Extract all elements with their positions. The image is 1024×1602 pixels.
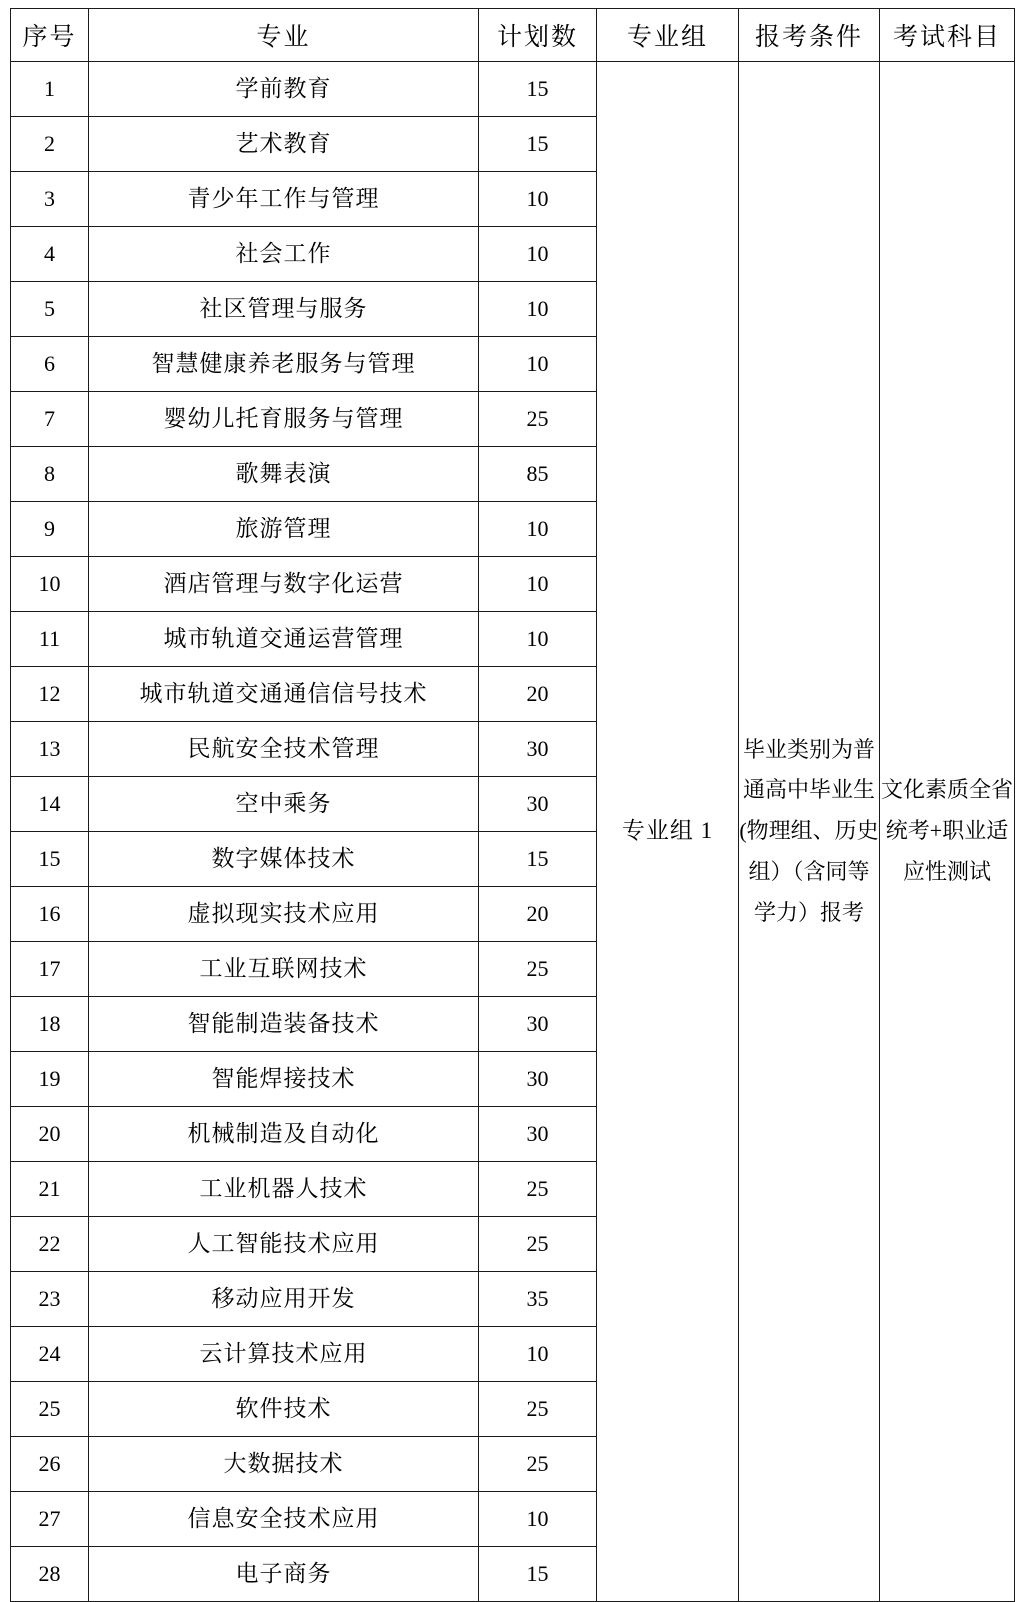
column-header-condition: 报考条件 xyxy=(739,9,880,62)
cell-plan-count: 10 xyxy=(479,612,597,667)
cell-index: 14 xyxy=(11,777,89,832)
cell-index: 10 xyxy=(11,557,89,612)
cell-index: 6 xyxy=(11,337,89,392)
cell-plan-count: 10 xyxy=(479,557,597,612)
cell-plan-count: 15 xyxy=(479,117,597,172)
cell-index: 25 xyxy=(11,1382,89,1437)
cell-major: 歌舞表演 xyxy=(89,447,479,502)
cell-index: 1 xyxy=(11,62,89,117)
cell-major: 机械制造及自动化 xyxy=(89,1107,479,1162)
cell-major: 婴幼儿托育服务与管理 xyxy=(89,392,479,447)
cell-major: 工业互联网技术 xyxy=(89,942,479,997)
cell-plan-count: 10 xyxy=(479,227,597,282)
cell-major-group: 专业组 1 xyxy=(597,62,739,1602)
cell-plan-count: 35 xyxy=(479,1272,597,1327)
cell-plan-count: 10 xyxy=(479,172,597,227)
cell-plan-count: 25 xyxy=(479,1437,597,1492)
cell-index: 27 xyxy=(11,1492,89,1547)
table-header-row xyxy=(11,9,1015,62)
cell-plan-count: 25 xyxy=(479,1217,597,1272)
cell-major: 民航安全技术管理 xyxy=(89,722,479,777)
cell-plan-count: 25 xyxy=(479,1382,597,1437)
cell-index: 26 xyxy=(11,1437,89,1492)
cell-plan-count: 30 xyxy=(479,1052,597,1107)
column-header-exam: 考试科目 xyxy=(880,9,1015,62)
cell-index: 21 xyxy=(11,1162,89,1217)
cell-index: 13 xyxy=(11,722,89,777)
cell-major: 大数据技术 xyxy=(89,1437,479,1492)
table-body xyxy=(11,62,1015,1602)
cell-index: 11 xyxy=(11,612,89,667)
cell-index: 23 xyxy=(11,1272,89,1327)
cell-index: 8 xyxy=(11,447,89,502)
cell-index: 5 xyxy=(11,282,89,337)
cell-plan-count: 10 xyxy=(479,1327,597,1382)
cell-index: 24 xyxy=(11,1327,89,1382)
cell-index: 19 xyxy=(11,1052,89,1107)
cell-major: 人工智能技术应用 xyxy=(89,1217,479,1272)
cell-plan-count: 85 xyxy=(479,447,597,502)
cell-index: 4 xyxy=(11,227,89,282)
cell-major: 云计算技术应用 xyxy=(89,1327,479,1382)
cell-plan-count: 30 xyxy=(479,1107,597,1162)
cell-index: 18 xyxy=(11,997,89,1052)
cell-major: 移动应用开发 xyxy=(89,1272,479,1327)
cell-plan-count: 10 xyxy=(479,502,597,557)
cell-plan-count: 15 xyxy=(479,832,597,887)
cell-major: 旅游管理 xyxy=(89,502,479,557)
cell-index: 12 xyxy=(11,667,89,722)
cell-major: 智能制造装备技术 xyxy=(89,997,479,1052)
cell-index: 28 xyxy=(11,1547,89,1602)
cell-plan-count: 10 xyxy=(479,282,597,337)
column-header-plan: 计划数 xyxy=(479,9,597,62)
cell-plan-count: 25 xyxy=(479,1162,597,1217)
cell-plan-count: 10 xyxy=(479,337,597,392)
cell-plan-count: 15 xyxy=(479,62,597,117)
cell-major: 数字媒体技术 xyxy=(89,832,479,887)
cell-major: 城市轨道交通运营管理 xyxy=(89,612,479,667)
cell-index: 9 xyxy=(11,502,89,557)
cell-major: 虚拟现实技术应用 xyxy=(89,887,479,942)
cell-index: 7 xyxy=(11,392,89,447)
cell-index: 17 xyxy=(11,942,89,997)
cell-major: 软件技术 xyxy=(89,1382,479,1437)
cell-index: 20 xyxy=(11,1107,89,1162)
cell-plan-count: 30 xyxy=(479,722,597,777)
cell-exam-subject: 文化素质全省统考+职业适应性测试 xyxy=(880,62,1015,1602)
column-header-index: 序号 xyxy=(11,9,89,62)
cell-application-condition: 毕业类别为普通高中毕业生(物理组、历史组）（含同等学力）报考 xyxy=(739,62,880,1602)
cell-major: 智慧健康养老服务与管理 xyxy=(89,337,479,392)
cell-plan-count: 30 xyxy=(479,997,597,1052)
cell-plan-count: 25 xyxy=(479,392,597,447)
cell-index: 2 xyxy=(11,117,89,172)
cell-index: 3 xyxy=(11,172,89,227)
table-header xyxy=(11,9,1015,62)
cell-major: 学前教育 xyxy=(89,62,479,117)
cell-index: 22 xyxy=(11,1217,89,1272)
column-header-major: 专业 xyxy=(89,9,479,62)
cell-index: 16 xyxy=(11,887,89,942)
cell-plan-count: 10 xyxy=(479,1492,597,1547)
cell-major: 智能焊接技术 xyxy=(89,1052,479,1107)
cell-plan-count: 15 xyxy=(479,1547,597,1602)
cell-major: 工业机器人技术 xyxy=(89,1162,479,1217)
cell-major: 电子商务 xyxy=(89,1547,479,1602)
cell-plan-count: 20 xyxy=(479,887,597,942)
cell-plan-count: 30 xyxy=(479,777,597,832)
cell-major: 空中乘务 xyxy=(89,777,479,832)
cell-major: 艺术教育 xyxy=(89,117,479,172)
cell-major: 信息安全技术应用 xyxy=(89,1492,479,1547)
cell-index: 15 xyxy=(11,832,89,887)
cell-major: 社会工作 xyxy=(89,227,479,282)
table-row xyxy=(11,62,1015,117)
cell-major: 城市轨道交通通信信号技术 xyxy=(89,667,479,722)
cell-major: 青少年工作与管理 xyxy=(89,172,479,227)
cell-major: 社区管理与服务 xyxy=(89,282,479,337)
cell-major: 酒店管理与数字化运营 xyxy=(89,557,479,612)
column-header-group: 专业组 xyxy=(597,9,739,62)
cell-plan-count: 20 xyxy=(479,667,597,722)
cell-plan-count: 25 xyxy=(479,942,597,997)
enrollment-plan-table xyxy=(10,8,1015,1602)
